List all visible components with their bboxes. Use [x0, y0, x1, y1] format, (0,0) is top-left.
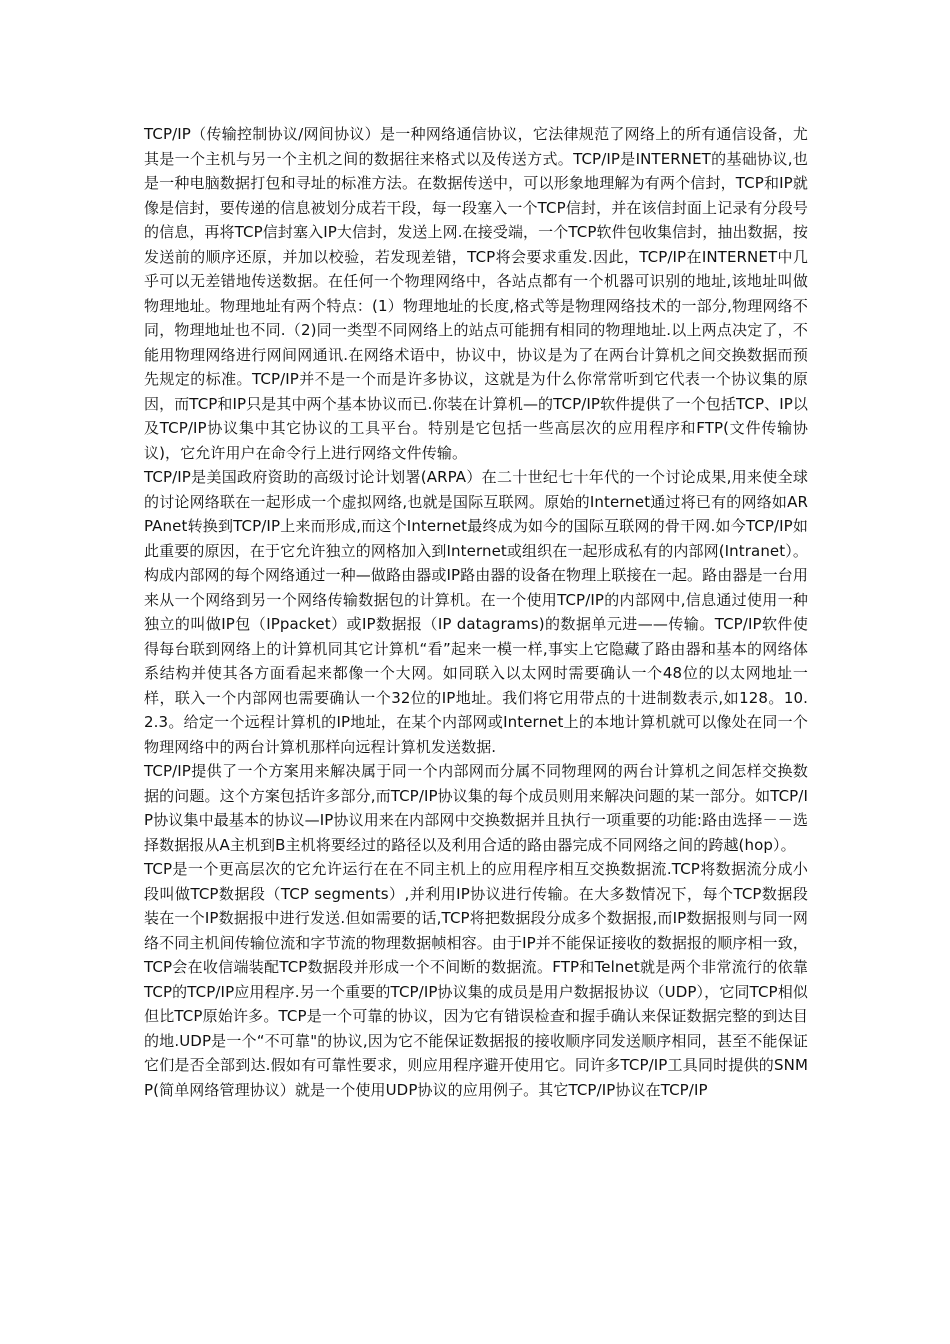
document-body — [144, 122, 808, 1102]
paragraph-1: TCP/IP（传输控制协议/网间协议）是一种网络通信协议，它法律规范了网络上的所有通信设备，尤其是一个主机与另一个主机之间的数据往来格式以及传送方式。TCP/IP是INTERNET的基础协议,也是一种电脑数据打包和寻址的标准方法。在数据传送中，可以形象地理解为有两个信封，TCP和IP就像是信封，要传递的信息被划分成若干段，每一段塞入一个TCP信封，并在该信封面上记录有分段号的信息，再将TCP信封塞入IP大信封，发送上网.在接受端，一个TCP软件包收集信封，抽出数据，按发送前的顺序还原，并加以校验，若发现差错，TCP将会要求重发.因此，TCP/IP在INTERNET中几乎可以无差错地传送数据。在任何一个物理网络中，各站点都有一个机器可识别的地址,该地址叫做物理地址。物理地址有两个特点：(1）物理地址的长度,格式等是物理网络技术的一部分,物理网络不同，物理地址也不同.（2)同一类型不同网络上的站点可能拥有相同的物理地址.以上两点决定了，不能用物理网络进行网间网通讯.在网络术语中，协议中，协议是为了在两台计算机之间交换数据而预先规定的标准。TCP/IP并不是一个而是许多协议，这就是为什么你常常听到它代表一个协议集的原因，而TCP和IP只是其中两个基本协议而已.你装在计算机—的TCP/IP软件提供了一个包括TCP、IP以及TCP/IP协议集中其它协议的工具平台。特别是它包括一些高层次的应用程序和FTP(文件传输协议)，它允许用户在命令行上进行网络文件传输。 — [144, 125, 808, 462]
paragraph-3: TCP/IP提供了一个方案用来解决属于同一个内部网而分属不同物理网的两台计算机之间怎样交换数据的问题。这个方案包括许多部分,而TCP/IP协议集的每个成员则用来解决问题的某一部分。如TCP/IP协议集中最基本的协议—IP协议用来在内部网中交换数据并且执行一项重要的功能:路由选择－－选择数据报从A主机到B主机将要经过的路径以及利用合适的路由器完成不同网络之间的跨越(hop）。 — [144, 762, 808, 854]
paragraph-2: TCP/IP是美国政府资助的高级讨论计划署(ARPA）在二十世纪七十年代的一个讨论成果,用来使全球的讨论网络联在一起形成一个虚拟网络,也就是国际互联网。原始的Internet通过将已有的网络如ARPAnet转换到TCP/IP上来而形成,而这个Internet最终成为如今的国际互联网的骨干网.如今TCP/IP如此重要的原因，在于它允许独立的网格加入到Internet或组织在一起形成私有的内部网(Intranet）。构成内部网的每个网络通过一种—做路由器或IP路由器的设备在物理上联接在一起。路由器是一台用来从一个网络到另一个网络传输数据包的计算机。在一个使用TCP/IP的内部网中,信息通过使用一种独立的叫做IP包（IPpacket）或IP数据报（IP datagrams)的数据单元进——传输。TCP/IP软件使得每台联到网络上的计算机同其它计算机“看”起来一模一样,事实上它隐藏了路由器和基本的网络体系结构并使其各方面看起来都像一个大网。如同联入以太网时需要确认一个48位的以太网地址一样，联入一个内部网也需要确认一个32位的IP地址。我们将它用带点的十进制数表示,如128。10.2.3。给定一个远程计算机的IP地址，在某个内部网或Internet上的本地计算机就可以像处在同一个物理网络中的两台计算机那样向远程计算机发送数据. — [144, 468, 808, 756]
paragraph-4: TCP是一个更高层次的它允许运行在在不同主机上的应用程序相互交换数据流.TCP将数据流分成小段叫做TCP数据段（TCP segments）,并利用IP协议进行传输。在大多数情况下，每个TCP数据段装在一个IP数据报中进行发送.但如需要的话,TCP将把数据段分成多个数据报,而IP数据报则与同一网络不同主机间传输位流和字节流的物理数据帧相容。由于IP并不能保证接收的数据报的顺序相一致，TCP会在收信端装配TCP数据段并形成一个不间断的数据流。FTP和Telnet就是两个非常流行的依靠TCP的TCP/IP应用程序.另一个重要的TCP/IP协议集的成员是用户数据报协议（UDP），它同TCP相似但比TCP原始许多。TCP是一个可靠的协议，因为它有错误检查和握手确认来保证数据完整的到达目的地.UDP是一个“不可靠"的协议,因为它不能保证数据报的接收顺序同发送顺序相同，甚至不能保证它们是否全部到达.假如有可靠性要求，则应用程序避开使用它。同许多TCP/IP工具同时提供的SNMP(简单网络管理协议）就是一个使用UDP协议的应用例子。其它TCP/IP协议在TCP/IP — [144, 860, 808, 1099]
